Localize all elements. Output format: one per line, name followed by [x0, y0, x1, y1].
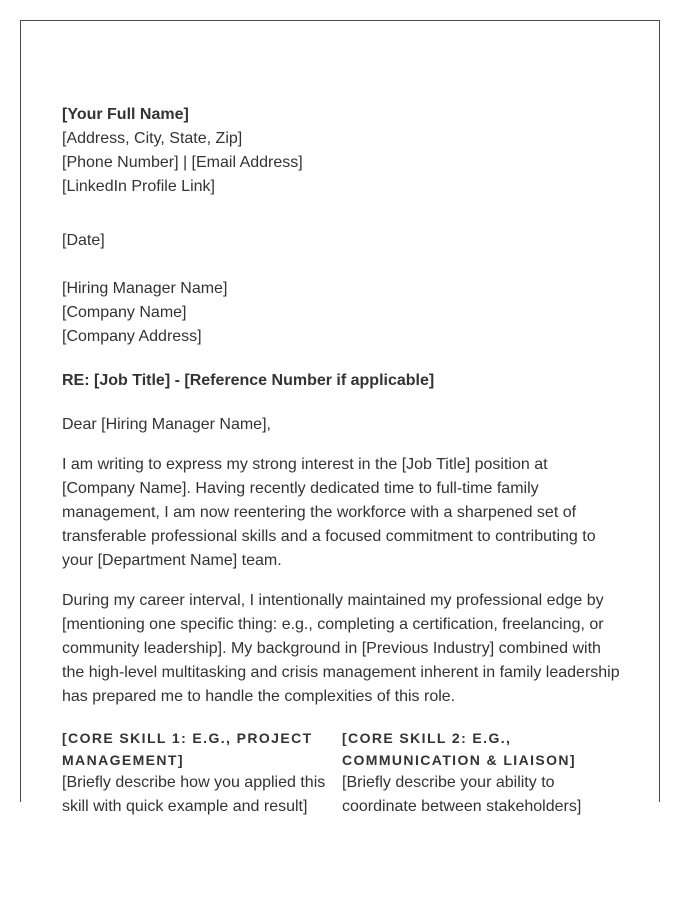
paragraph-line: the high-level multitasking and crisis management inherent in family leadership: [62, 664, 620, 681]
skill-title-line: MANAGEMENT]: [62, 752, 184, 768]
skill-title-line: [CORE SKILL 2: E.G.,: [342, 730, 512, 746]
letter-page: [20, 20, 660, 815]
date-block: [62, 229, 622, 253]
sender-name: [Your Full Name]: [62, 106, 189, 123]
paragraph-line: transferable professional skills and a focused commitment to contributing to: [62, 528, 596, 545]
skills-columns: [62, 727, 622, 819]
skill-column-2: [342, 727, 622, 819]
skill-title-line: COMMUNICATION & LIAISON]: [342, 752, 576, 768]
paragraph-line: [mentioning one specific thing: e.g., completing a certification, freelancing, or: [62, 616, 604, 633]
paragraph-line: management, I am now reentering the workforce with a sharpened set of: [62, 504, 577, 521]
paragraph-intro: [62, 453, 622, 573]
sender-block: [62, 103, 622, 199]
paragraph-line: your [Department Name] team.: [62, 552, 282, 569]
paragraph-line: community leadership]. My background in [Previous Industry] combined with: [62, 640, 601, 657]
paragraph-career-interval: [62, 589, 622, 709]
skill-desc-line: skill with quick example and result]: [62, 798, 308, 815]
paragraph-line: has prepared me to handle the complexities of this role.: [62, 688, 456, 705]
salutation-text: Dear [Hiring Manager Name],: [62, 416, 271, 433]
skill-column-1: [62, 727, 342, 819]
sender-address: [Address, City, State, Zip]: [62, 130, 243, 147]
skill-desc-line: coordinate between stakeholders]: [342, 798, 582, 815]
salutation: [62, 413, 622, 437]
skill-desc-line: [Briefly describe how you applied this: [62, 774, 326, 791]
letter-content: [62, 103, 622, 819]
sender-contact: [Phone Number] | [Email Address]: [62, 154, 303, 171]
skill-desc-line: [Briefly describe your ability to: [342, 774, 555, 791]
recipient-manager: [Hiring Manager Name]: [62, 280, 228, 297]
recipient-company: [Company Name]: [62, 304, 187, 321]
paragraph-line: During my career interval, I intentionally maintained my professional edge by: [62, 592, 604, 609]
recipient-block: [62, 277, 622, 349]
letter-date: [Date]: [62, 232, 105, 249]
skill-title-line: [CORE SKILL 1: E.G., PROJECT: [62, 730, 313, 746]
paragraph-line: I am writing to express my strong interest in the [Job Title] position at: [62, 456, 548, 473]
recipient-address: [Company Address]: [62, 328, 202, 345]
paragraph-line: [Company Name]. Having recently dedicated time to full-time family: [62, 480, 539, 497]
re-line: [62, 369, 622, 393]
re-line-text: RE: [Job Title] - [Reference Number if applicable]: [62, 372, 435, 389]
sender-linkedin: [LinkedIn Profile Link]: [62, 178, 215, 195]
